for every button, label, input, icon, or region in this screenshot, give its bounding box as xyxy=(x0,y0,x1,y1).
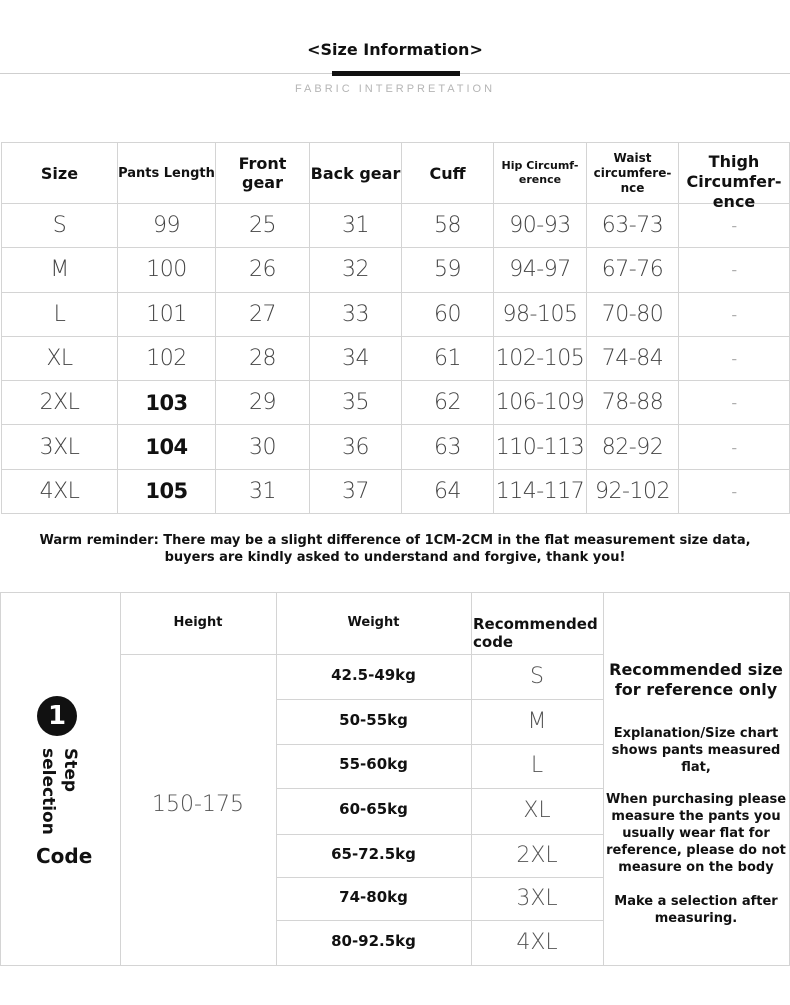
size-cell: 63 xyxy=(402,425,494,469)
step-label-line-2: selection xyxy=(38,748,58,835)
page-subtitle: FABRIC INTERPRETATION xyxy=(294,83,496,95)
size-cell: 98-105 xyxy=(494,292,587,336)
size-cell: 64 xyxy=(402,469,494,513)
size-cell: 94-97 xyxy=(494,248,587,292)
col-header-recommended-code: Recommended code xyxy=(473,615,598,651)
size-table-body xyxy=(2,204,790,514)
size-cell: 99 xyxy=(118,204,216,248)
size-table-header-row xyxy=(2,143,790,204)
size-cell: S xyxy=(2,204,118,248)
size-cell: 104 xyxy=(118,425,216,469)
step-selection-label xyxy=(36,748,86,838)
size-cell: 2XL xyxy=(2,381,118,425)
size-cell: 4XL xyxy=(2,469,118,513)
header-thigh-label: Thigh Circumfer- ence xyxy=(686,152,782,211)
size-cell: 100 xyxy=(118,248,216,292)
rec-header-divider xyxy=(120,654,603,655)
weight-value: 42.5-49kg xyxy=(331,665,416,684)
size-cell: 33 xyxy=(310,292,402,336)
size-row xyxy=(2,336,790,380)
size-cell: 28 xyxy=(216,336,310,380)
note-measure-instructions: When purchasing please measure the pants you usually wear flat for reference, please do not measure on the body xyxy=(605,792,787,875)
rec-col-divider-2 xyxy=(276,592,277,966)
header-accent-bar xyxy=(332,71,460,76)
recommended-code-value: L xyxy=(530,753,544,778)
col-header-weight: Weight xyxy=(347,615,400,630)
height-range-value: 150-175 xyxy=(152,792,244,817)
size-cell: 37 xyxy=(310,469,402,513)
size-cell: 34 xyxy=(310,336,402,380)
recommended-code-value: M xyxy=(527,708,547,734)
recommended-code-value: 4XL xyxy=(516,929,558,955)
weight-value: 80-92.5kg xyxy=(331,931,416,950)
header-cuff: Cuff xyxy=(402,143,494,204)
rec-row-divider xyxy=(276,920,603,921)
size-row xyxy=(2,248,790,292)
size-cell: 60 xyxy=(402,292,494,336)
recommended-code-value: 2XL xyxy=(516,842,558,868)
rec-bottom-border xyxy=(0,965,790,966)
size-cell: 110-113 xyxy=(494,425,587,469)
size-cell: 102 xyxy=(118,336,216,380)
header-waist-circumference: Waist circumfere- nce xyxy=(587,143,679,204)
rec-row-divider xyxy=(276,744,603,745)
size-cell: - xyxy=(679,292,790,336)
header-back-gear: Back gear xyxy=(310,143,402,204)
rec-row-divider xyxy=(276,834,603,835)
note-make-selection: Make a selection after measuring. xyxy=(614,894,778,926)
code-label: Code xyxy=(36,844,93,868)
warm-reminder: Warm reminder: There may be a slight difference of 1CM-2CM in the flat measurement size data, buyers are kindly asked to understand and forgive, thank you! xyxy=(39,533,751,565)
size-row xyxy=(2,381,790,425)
size-cell: 63-73 xyxy=(587,204,679,248)
size-cell: 105 xyxy=(118,469,216,513)
size-cell: 101 xyxy=(118,292,216,336)
weight-value: 65-72.5kg xyxy=(331,844,416,863)
size-cell: - xyxy=(679,469,790,513)
size-cell: - xyxy=(679,425,790,469)
size-cell: - xyxy=(679,336,790,380)
header-hip-circumference: Hip Circumf- erence xyxy=(494,143,587,204)
size-cell: - xyxy=(679,204,790,248)
recommendation-table xyxy=(0,592,790,966)
size-cell: 82-92 xyxy=(587,425,679,469)
size-row xyxy=(2,204,790,248)
size-cell: 70-80 xyxy=(587,292,679,336)
size-cell: 102-105 xyxy=(494,336,587,380)
size-cell: 32 xyxy=(310,248,402,292)
size-cell: 103 xyxy=(118,381,216,425)
size-cell: 26 xyxy=(216,248,310,292)
rec-col-divider-1 xyxy=(120,592,121,966)
weight-value: 74-80kg xyxy=(339,887,408,906)
page-title: <Size Information> xyxy=(307,40,483,59)
recommended-code-value: 3XL xyxy=(516,885,558,911)
size-cell: 78-88 xyxy=(587,381,679,425)
size-cell: - xyxy=(679,248,790,292)
size-cell: L xyxy=(2,292,118,336)
size-cell: 92-102 xyxy=(587,469,679,513)
header-pants-length: Pants Length xyxy=(118,143,216,204)
header-thigh-circumference xyxy=(679,143,790,211)
recommended-code-value: XL xyxy=(523,798,551,823)
size-cell: 25 xyxy=(216,204,310,248)
size-cell: M xyxy=(2,248,118,292)
note-title: Recommended size for reference only xyxy=(609,660,783,699)
size-cell: 27 xyxy=(216,292,310,336)
header-size: Size xyxy=(2,143,118,204)
col-header-height: Height xyxy=(173,615,223,630)
step-label-line-1: Step xyxy=(60,748,80,793)
rec-row-divider xyxy=(276,699,603,700)
size-cell: 36 xyxy=(310,425,402,469)
size-cell: 74-84 xyxy=(587,336,679,380)
rec-top-border xyxy=(0,592,790,593)
size-cell: 62 xyxy=(402,381,494,425)
size-cell: 3XL xyxy=(2,425,118,469)
size-cell: 67-76 xyxy=(587,248,679,292)
size-row xyxy=(2,292,790,336)
size-cell: 29 xyxy=(216,381,310,425)
size-cell: - xyxy=(679,381,790,425)
size-cell: 90-93 xyxy=(494,204,587,248)
weight-value: 55-60kg xyxy=(339,755,408,773)
rec-left-border xyxy=(0,592,1,966)
rec-row-divider xyxy=(276,877,603,878)
size-cell: 114-117 xyxy=(494,469,587,513)
size-row xyxy=(2,425,790,469)
size-cell: 106-109 xyxy=(494,381,587,425)
size-cell: 35 xyxy=(310,381,402,425)
step-number-badge: 1 xyxy=(37,696,77,736)
size-row xyxy=(2,469,790,513)
size-cell: 30 xyxy=(216,425,310,469)
size-cell: 59 xyxy=(402,248,494,292)
note-explanation: Explanation/Size chart shows pants measured flat, xyxy=(611,726,781,775)
size-cell: XL xyxy=(2,336,118,380)
size-cell: 31 xyxy=(216,469,310,513)
weight-value: 50-55kg xyxy=(339,710,408,729)
size-table xyxy=(1,142,790,514)
size-cell: 61 xyxy=(402,336,494,380)
header-front-gear: Front gear xyxy=(216,143,310,204)
size-cell: 58 xyxy=(402,204,494,248)
size-cell: 31 xyxy=(310,204,402,248)
recommended-code-value: S xyxy=(530,663,544,689)
rec-row-divider xyxy=(276,788,603,789)
weight-value: 60-65kg xyxy=(339,800,408,818)
